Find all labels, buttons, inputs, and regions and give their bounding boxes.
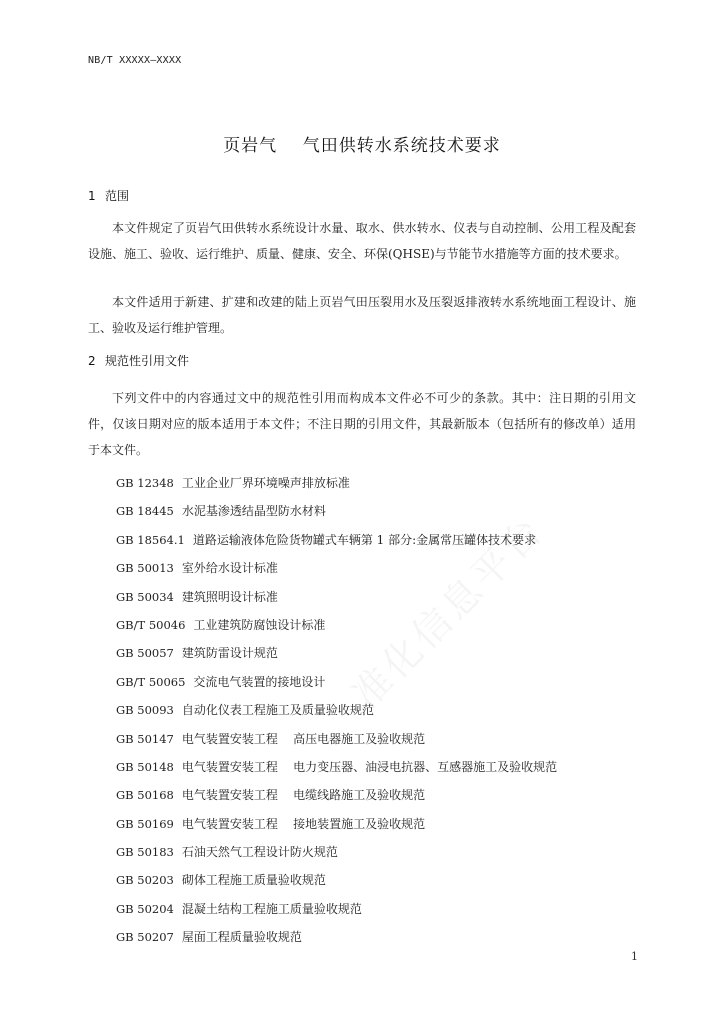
reference-title: 水泥基渗透结晶型防水材料 <box>181 504 326 519</box>
reference-title: 交流电气装置的接地设计 <box>193 674 326 689</box>
reference-item <box>116 843 557 871</box>
reference-title: 建筑照明设计标准 <box>181 589 278 604</box>
reference-title: 电气装置安装工程 电缆线路施工及验收规范 <box>181 788 426 803</box>
reference-item <box>116 701 557 729</box>
reference-item <box>116 928 557 956</box>
reference-title: 砌体工程施工质量验收规范 <box>181 873 326 888</box>
reference-code: GB 50169 <box>116 816 174 831</box>
reference-code: GB 50183 <box>116 845 174 860</box>
reference-code: GB 50207 <box>116 930 174 945</box>
reference-code: GB 50204 <box>116 901 174 916</box>
reference-code: GB 50013 <box>116 561 174 576</box>
section-heading-normative-references <box>88 352 189 369</box>
reference-code: GB 50057 <box>116 646 174 661</box>
reference-item <box>116 673 557 701</box>
reference-item <box>116 871 557 899</box>
reference-item <box>116 559 557 587</box>
section-heading-scope <box>88 187 129 204</box>
section-title: 范围 <box>105 189 130 203</box>
reference-code: GB 50168 <box>116 788 174 803</box>
reference-code: GB 18564.1 <box>116 532 185 547</box>
reference-item <box>116 900 557 928</box>
references-intro-paragraph: 下列文件中的内容通过文中的规范性引用而构成本文件必不可少的条款。其中：注日期的引用文件，仅该日期对应的版本适用于本文件；不注日期的引用文件，其最新版本（包括所有的修改单）适用于本文件。 <box>88 391 636 457</box>
reference-title: 建筑防雷设计规范 <box>181 646 278 661</box>
page-number: 1 <box>631 950 638 963</box>
reference-code: GB 50203 <box>116 873 174 888</box>
reference-item <box>116 531 557 559</box>
reference-code: GB 50147 <box>116 731 174 746</box>
reference-code: GB/T 50046 <box>116 617 186 632</box>
reference-title: 工业企业厂界环境噪声排放标准 <box>181 476 350 490</box>
reference-title: 室外给水设计标准 <box>181 561 278 576</box>
reference-item <box>116 644 557 672</box>
reference-code: GB 50148 <box>116 759 174 774</box>
reference-item <box>116 786 557 814</box>
reference-title: 屋面工程质量验收规范 <box>181 930 302 945</box>
reference-item <box>116 730 557 758</box>
section-number: 2 <box>88 354 96 368</box>
section-title: 规范性引用文件 <box>105 354 190 368</box>
reference-item <box>116 474 557 502</box>
document-title: 页岩气 气田供转水系统技术要求 <box>223 136 501 156</box>
reference-item <box>116 758 557 786</box>
reference-code: GB 50093 <box>116 703 174 718</box>
reference-item <box>116 815 557 843</box>
reference-title: 电气装置安装工程 接地装置施工及验收规范 <box>181 816 426 831</box>
reference-item <box>116 588 557 616</box>
reference-code: GB/T 50065 <box>116 674 186 689</box>
standard-code: NB/T XXXXX—XXXX <box>88 55 182 66</box>
reference-title: 混凝土结构工程施工质量验收规范 <box>181 901 362 916</box>
reference-title: 工业建筑防腐蚀设计标准 <box>193 617 326 632</box>
reference-code: GB 50034 <box>116 589 174 604</box>
section-number: 1 <box>88 189 96 203</box>
reference-title: 自动化仪表工程施工及质量验收规范 <box>181 703 374 718</box>
reference-title: 石油天然气工程设计防火规范 <box>181 845 338 860</box>
reference-title: 道路运输液体危险货物罐式车辆第 1 部分:金属常压罐体技术要求 <box>192 532 537 547</box>
reference-list <box>116 474 557 957</box>
scope-paragraph-1: 本文件规定了页岩气田供转水系统设计水量、取水、供水转水、仪表与自动控制、公用工程及配套设施、施工、验收、运行维护、质量、健康、安全、环保(QHSE)与节能节水措施等方面的技术要求。 <box>88 221 636 261</box>
reference-code: GB 18445 <box>116 504 174 519</box>
reference-code: GB 12348 <box>116 476 174 490</box>
reference-item <box>116 616 557 644</box>
reference-item <box>116 502 557 530</box>
reference-title: 电气装置安装工程 高压电器施工及验收规范 <box>181 731 426 746</box>
reference-title: 电气装置安装工程 电力变压器、油浸电抗器、互感器施工及验收规范 <box>181 759 558 774</box>
scope-paragraph-2: 本文件适用于新建、扩建和改建的陆上页岩气田压裂用水及压裂返排液转水系统地面工程设计、施工、验收及运行维护管理。 <box>88 295 636 335</box>
